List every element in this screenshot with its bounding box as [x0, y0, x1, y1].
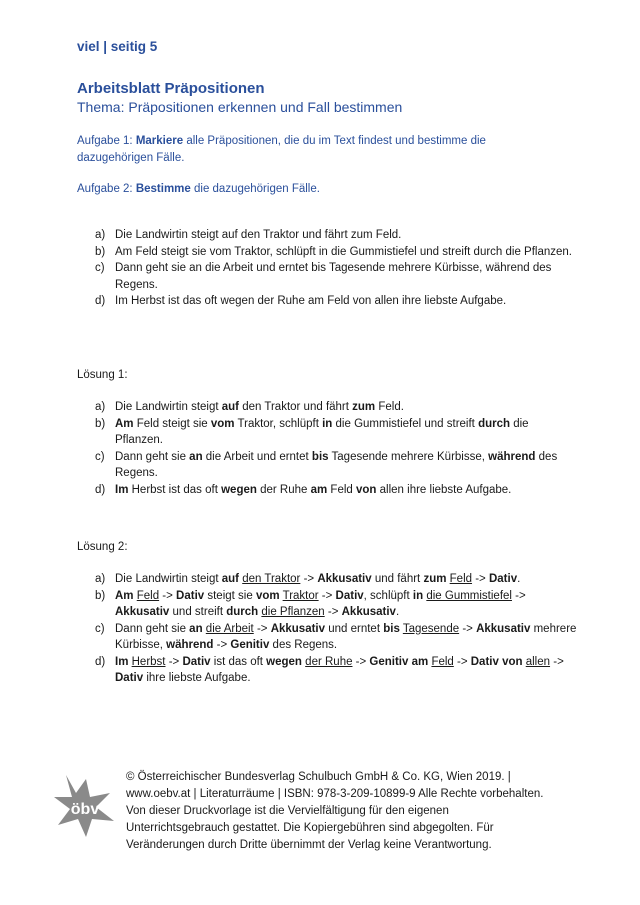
text-segment: -> [318, 589, 336, 602]
text-segment: und fährt [371, 573, 424, 585]
text-segment: . [517, 573, 521, 585]
bold-segment: Dativ [115, 672, 144, 684]
text-segment: Traktor, schlüpft [234, 417, 323, 430]
item-marker: b) [95, 245, 106, 258]
underlined-segment: Feld [136, 589, 160, 602]
underlined-segment: den Traktor [242, 573, 301, 585]
text-segment: -> [253, 622, 271, 635]
text-segment: die Arbeit und erntet [202, 450, 312, 463]
bold-segment: auf [221, 401, 239, 413]
text-segment: des Regens. [115, 450, 558, 479]
item-marker: d) [95, 655, 106, 668]
page-title: Arbeitsblatt Präpositionen [77, 80, 265, 97]
oebv-logo [52, 773, 118, 839]
text-segment: -> [472, 573, 489, 585]
solution-1-list [77, 399, 577, 498]
bold-segment: an [189, 622, 203, 635]
task-2 [77, 181, 537, 198]
solution-2-list [77, 571, 577, 687]
text-segment: allen ihre liebste Aufgabe. [376, 483, 512, 496]
bold-segment: bis [311, 450, 329, 463]
bold-segment: vom [210, 417, 235, 430]
text-segment: und erntet [325, 622, 384, 635]
bold-segment: während [488, 450, 536, 463]
list-item [77, 588, 577, 621]
task-2-keyword: Bestimme [135, 183, 191, 195]
underlined-segment: die Gummistiefel [426, 589, 512, 602]
underlined-segment: Feld [431, 655, 454, 668]
text-segment: . [395, 606, 400, 618]
bold-segment: in [412, 589, 424, 602]
item-text: Im Herbst ist das oft wegen der Ruhe am Feld von allen ihre liebste Aufgabe. [115, 295, 507, 307]
bold-segment: bis [383, 622, 400, 635]
text-segment: ist das oft [210, 655, 267, 668]
text-segment: Die Landwirtin steigt [115, 401, 222, 413]
list-item [77, 654, 577, 687]
underlined-segment: Feld [449, 573, 473, 585]
bold-segment: durch [478, 417, 511, 430]
bold-segment: Genitiv [369, 655, 409, 668]
list-item [77, 449, 577, 482]
task-1-prefix: Aufgabe 1: [77, 135, 136, 147]
text-segment: -> [324, 606, 342, 618]
task-1-keyword: Markiere [135, 135, 184, 147]
bold-segment: Akkusativ [341, 606, 396, 618]
text-segment: Feld. [375, 401, 404, 413]
item-text: Am Feld steigt sie vom Traktor, schlüpft in die Gummistiefel und streift durch die Pflanzen. [115, 245, 573, 258]
text-segment: -> [165, 655, 183, 668]
text-segment: die Pflanzen. [115, 417, 529, 446]
copyright-footer: © Österreichischer Bundesverlag Schulbuch GmbH & Co. KG, Wien 2019. | www.oebv.at | Literaturräume | ISBN: 978-3-209-10899-9 Alle Rechte vorbehalten. Von dieser Druckvorlage ist die Vervielfältigung für den eigenen Unterrichtsgebrauch gestattet. Die Kopiergebühren sind abgegolten. Für Veränderungen durch Dritte übernimmt der Verlag keine Verantwortung. [126, 771, 544, 851]
exercise-list [77, 227, 577, 310]
text-segment: den Traktor und fährt [239, 401, 353, 413]
text-segment: Feld [327, 483, 356, 496]
text-segment: Dann geht sie [115, 450, 190, 463]
text-segment: und streift [169, 606, 227, 618]
text-segment: mehrere Kürbisse, [115, 622, 577, 651]
bold-segment: Akkusativ [115, 606, 170, 618]
task-1-text: alle Präpositionen, die du im Text findest und bestimme die dazugehörigen Fälle. [77, 135, 486, 164]
text-segment: Feld steigt sie [133, 417, 211, 430]
page-subtitle: Thema: Präpositionen erkennen und Fall bestimmen [77, 99, 403, 115]
underlined-segment: Traktor [282, 589, 319, 602]
text-segment: -> [453, 655, 471, 668]
bold-segment: in [322, 417, 333, 430]
text-segment: -> [459, 622, 477, 635]
task-2-text: die dazugehörigen Fälle. [190, 183, 320, 195]
text-segment: Herbst ist das oft [128, 483, 222, 496]
bold-segment: Im [115, 483, 129, 496]
underlined-segment: der Ruhe [305, 655, 353, 668]
bold-segment: Dativ [488, 573, 518, 585]
bold-segment: während [166, 639, 214, 651]
bold-segment: Am [115, 589, 134, 602]
bold-segment: Dativ [176, 589, 205, 602]
text-segment: -> [213, 639, 231, 651]
list-item [77, 260, 577, 293]
bold-segment: Akkusativ [317, 573, 372, 585]
item-text: Dann geht sie an die Arbeit und erntet bis Tagesende mehrere Kürbisse, während des Regens. [115, 262, 552, 291]
page-header: viel | seitig 5 [77, 39, 158, 54]
text-segment: -> [352, 655, 370, 668]
text-segment: -> [511, 589, 526, 602]
bold-segment: Dativ [470, 655, 499, 668]
item-marker: a) [95, 401, 106, 413]
item-marker: a) [95, 573, 106, 585]
bold-segment: Genitiv [230, 639, 270, 651]
bold-segment: Am [115, 417, 134, 430]
bold-segment: zum [423, 573, 447, 585]
text-segment: -> [550, 655, 564, 668]
text-segment: ihre liebste Aufgabe. [143, 672, 251, 684]
text-segment: Tagesende mehrere Kürbisse, [328, 450, 489, 463]
bold-segment: durch [226, 606, 259, 618]
text-segment: , schlüpft [363, 589, 413, 602]
bold-segment: Akkusativ [270, 622, 326, 635]
text-segment: steigt sie [204, 589, 256, 602]
text-segment: des Regens. [269, 639, 338, 651]
item-marker: d) [95, 483, 106, 496]
item-marker: a) [95, 229, 106, 241]
text-segment: der Ruhe [256, 483, 311, 496]
list-item [77, 621, 577, 654]
list-item [77, 482, 577, 499]
item-marker: d) [95, 295, 106, 307]
bold-segment: wegen [266, 655, 302, 668]
bold-segment: am [310, 483, 328, 496]
logo-text: öbv [70, 801, 100, 818]
text-segment: Dann geht sie [115, 622, 190, 635]
bold-segment: Akkusativ [476, 622, 531, 635]
bold-segment: zum [352, 401, 376, 413]
list-item [77, 227, 577, 244]
text-segment: -> [300, 573, 318, 585]
bold-segment: Im [115, 655, 129, 668]
item-marker: b) [95, 589, 106, 602]
item-marker: c) [95, 262, 105, 274]
bold-segment: Dativ [182, 655, 211, 668]
bold-segment: von [502, 655, 523, 668]
underlined-segment: die Pflanzen [261, 606, 325, 618]
underlined-segment: die Arbeit [205, 622, 254, 635]
item-marker: c) [95, 450, 105, 463]
bold-segment: an [189, 450, 203, 463]
item-marker: b) [95, 417, 106, 430]
list-item [77, 416, 577, 449]
bold-segment: vom [255, 589, 280, 602]
list-item [77, 293, 577, 310]
bold-segment: Dativ [335, 589, 364, 602]
underlined-segment: allen [525, 655, 551, 668]
underlined-segment: Tagesende [402, 622, 460, 635]
text-segment: -> [159, 589, 177, 602]
bold-segment: wegen [221, 483, 257, 496]
bold-segment: auf [221, 573, 239, 585]
underlined-segment: Herbst [131, 655, 166, 668]
text-segment: Die Landwirtin steigt [115, 573, 222, 585]
list-item [77, 571, 577, 588]
task-2-prefix: Aufgabe 2: [77, 183, 136, 195]
task-1 [77, 133, 537, 167]
item-text: Die Landwirtin steigt auf den Traktor und fährt zum Feld. [115, 229, 402, 241]
list-item [77, 399, 577, 416]
bold-segment: von [356, 483, 377, 496]
list-item [77, 244, 577, 261]
text-segment: die Gummistiefel und streift [332, 417, 479, 430]
item-marker: c) [95, 622, 105, 635]
solution-1-label: Lösung 1: [77, 369, 128, 381]
bold-segment: am [411, 655, 429, 668]
solution-2-label: Lösung 2: [77, 541, 128, 553]
